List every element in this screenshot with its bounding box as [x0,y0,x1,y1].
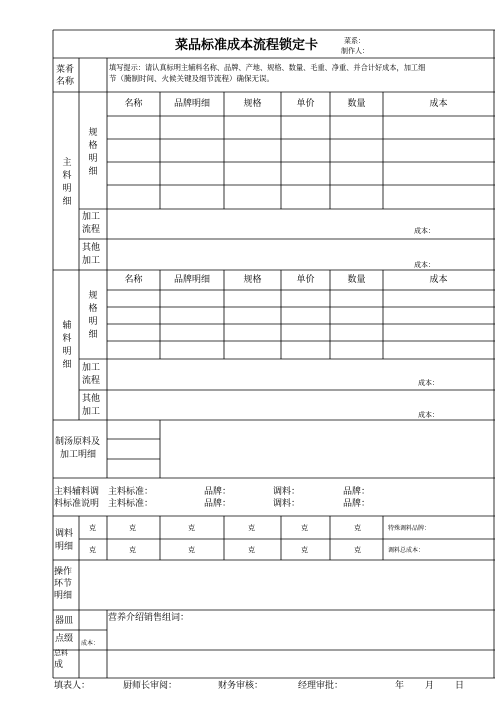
seasoning-total-cost-label: 调料总成本： [388,547,425,554]
aux-material-label [61,320,73,372]
col-header-name: 名称 [124,99,143,109]
label-char: 细 [88,167,98,177]
standard-label: 主料辅料调 [54,487,100,497]
brand-label: 品牌： [204,487,232,497]
label-char: 料 [62,171,72,181]
label-char: 主 [62,158,72,168]
label-line: 环节 [54,579,73,589]
main-other-cost: 成本： [414,261,435,269]
total-label-small: 总料 [54,649,68,657]
col-header-price: 单价 [296,275,315,285]
fill-tip [109,62,425,84]
gram-unit: 克 [354,546,361,554]
col-header-brand: 品牌明细 [173,99,210,109]
dept-label: 菜系： [344,37,365,45]
main-material-label [61,157,73,209]
col-header-qty: 数量 [347,275,366,285]
label-char: 明 [62,184,72,194]
finance-review-label: 财务审核： [218,681,264,691]
aux-process-label: 加工 [82,363,101,373]
aux-process-label-2: 流程 [82,376,101,386]
gram-unit: 克 [129,524,136,532]
month-label: 月 [425,681,435,691]
col-header-qty: 数量 [347,99,366,109]
gram-unit: 克 [301,546,308,554]
col-header-brand: 品牌明细 [173,275,210,285]
aux-other-cost: 成本： [418,411,439,419]
aux-other-label: 其他 [82,394,101,404]
brand-label: 品牌： [343,487,371,497]
gram-unit: 克 [301,524,308,532]
label-char: 明 [88,317,98,327]
day-label: 日 [455,681,465,691]
gram-unit: 克 [89,546,96,554]
brand-label: 品牌： [343,499,371,509]
nutrition-intro-label: 营养介绍销售组词： [108,613,190,623]
year-label: 年 [395,681,405,691]
label-char: 规 [88,291,98,301]
garnish-label: 点缀 [55,634,74,644]
gram-unit: 克 [129,546,136,554]
label-char: 细 [62,197,72,207]
soup-label: 制汤原料及 [55,437,101,447]
gram-unit: 克 [248,546,255,554]
col-header-price: 单价 [296,99,315,109]
label-char: 格 [88,304,98,314]
label-char: 明 [62,347,72,357]
operation-label [54,566,72,602]
standard-label-2: 料标准说明 [54,499,100,509]
soup-label-2: 加工明细 [60,450,97,460]
col-header-spec: 规格 [243,275,262,285]
label-line: 明细 [54,591,73,601]
seasoning-label: 调料： [273,499,301,509]
vessel-label: 器皿 [55,616,74,626]
label-char: 格 [88,141,98,151]
label-char: 细 [88,330,98,340]
dish-name-label-2: 名称 [56,77,75,87]
aux-process-cost: 成本： [418,379,439,387]
gram-unit: 克 [188,524,195,532]
label-line: 操作 [54,567,73,577]
page-title: 菜品标准成本流程锁定卡 [175,38,319,53]
garnish-cost-label: 成本： [81,640,100,647]
seasoning-detail-label-2: 明细 [55,542,74,552]
main-standard: 主料标准： [108,499,154,509]
filler-label: 填表人： [54,681,91,691]
main-other-label-2: 加工 [82,256,101,266]
seasoning-label: 调料： [273,487,301,497]
col-header-name: 名称 [124,275,143,285]
maker-label: 制作人： [341,47,369,55]
main-spec-label [87,127,99,179]
chef-review-label: 厨师长审阅： [123,681,178,691]
manager-approval-label: 经理审批： [298,681,344,691]
gram-unit: 克 [188,546,195,554]
gram-unit: 克 [248,524,255,532]
col-header-cost: 成本 [429,99,448,109]
brand-label: 品牌： [204,499,232,509]
col-header-cost: 成本 [429,275,448,285]
label-char: 明 [88,154,98,164]
special-brand-label: 特殊调料品牌： [388,525,431,532]
main-process-label: 加工 [82,212,101,222]
main-standard: 主料标准： [108,487,154,497]
total-label: 成 [54,660,64,670]
main-process-label-2: 流程 [82,225,101,235]
aux-other-label-2: 加工 [82,407,101,417]
seasoning-detail-label: 调料 [55,529,74,539]
aux-spec-label [87,290,99,342]
label-char: 料 [62,334,72,344]
gram-unit: 克 [354,524,361,532]
label-char: 辅 [62,321,72,331]
dish-name-label: 菜肴 [56,65,75,75]
fill-tip-line: 节（腌制时间、火候关键及细节流程）确保无误。 [109,74,274,83]
label-char: 细 [62,360,72,370]
gram-unit: 克 [89,524,96,532]
main-other-label: 其他 [82,243,101,253]
col-header-spec: 规格 [243,99,262,109]
label-char: 规 [88,128,98,138]
fill-tip-line: 填写提示：请认真标明主辅料名称、品牌、产地、规格、数量、毛重、净重、并合计好成本，加工细 [109,63,426,72]
main-process-cost: 成本： [414,227,435,235]
